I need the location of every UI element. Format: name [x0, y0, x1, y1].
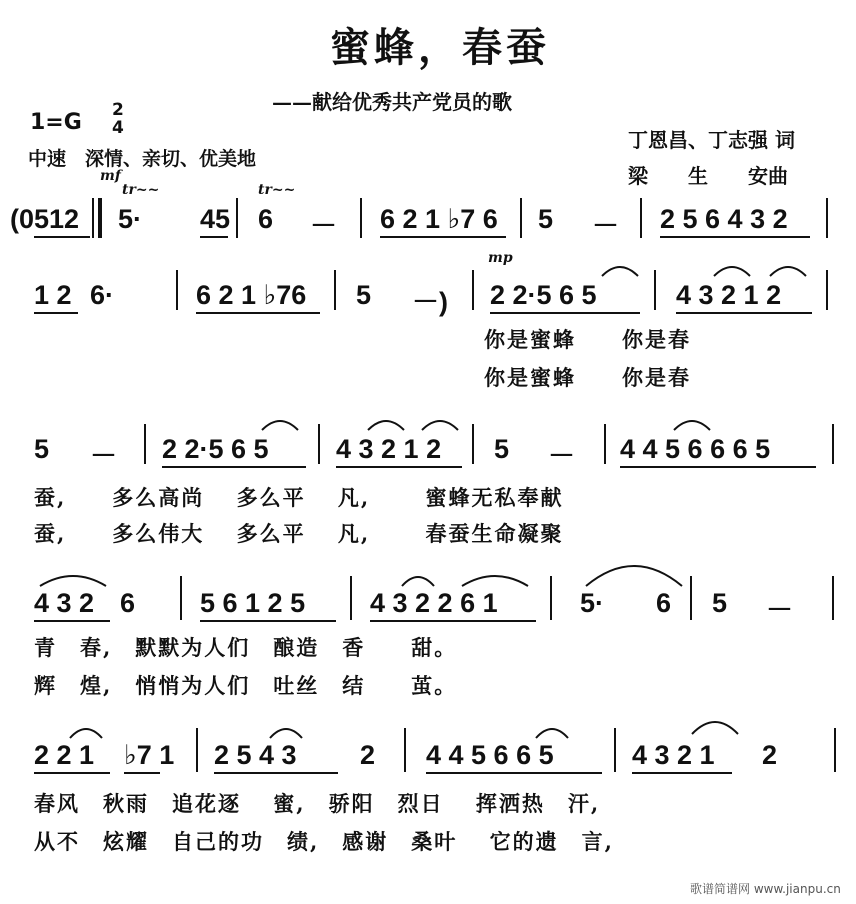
barline — [690, 576, 692, 620]
note-group: 5 — [712, 588, 728, 618]
tie-arc — [600, 258, 640, 278]
note-group: 4 3 2 1 — [632, 740, 715, 770]
lyric-line-verse2: 辉 煌, 悄悄为人们 吐丝 结 茧。 — [34, 673, 458, 698]
barline — [236, 198, 238, 238]
barline — [826, 198, 828, 238]
note-group: 2 2·5 6 5 — [162, 434, 269, 464]
note-group: ♭7 1 — [124, 740, 175, 770]
rest-dash: － — [548, 441, 575, 471]
time-signature-bottom: 4 — [112, 118, 124, 138]
note-group: 2 — [762, 740, 778, 770]
lyric-line-verse1: 蚕, 多么高尚 多么平 凡, 蜜蜂无私奉献 — [34, 485, 564, 510]
dynamic-mp: mp — [488, 250, 513, 266]
beam — [34, 236, 90, 238]
tie-arc — [260, 412, 300, 432]
note-group: 5· — [580, 588, 605, 618]
note-group: 6 — [120, 588, 136, 618]
note-group: 1 2 — [34, 280, 72, 310]
song-subtitle: ——献给优秀共产党员的歌 — [272, 90, 512, 114]
barline — [832, 576, 834, 620]
slur-arc — [460, 568, 530, 588]
note-group: 6· — [90, 280, 115, 310]
song-title: 蜜蜂，春蚕 — [330, 24, 550, 71]
tie-arc — [400, 568, 436, 588]
beam — [632, 772, 732, 774]
tie-arc — [672, 412, 712, 432]
note-group: 2 5 4 3 — [214, 740, 297, 770]
trill-mark: tr~~ — [122, 182, 160, 198]
note-group: 5 — [494, 434, 510, 464]
note-group: 4 4 5 6 6 5 — [426, 740, 554, 770]
note-group: 5· — [118, 204, 143, 234]
tie-arc — [768, 258, 808, 278]
note-group: 6 2 1 ♭7 6 — [380, 204, 498, 234]
beam — [336, 466, 462, 468]
barline — [604, 424, 606, 464]
barline — [318, 424, 320, 464]
note-group: 6 — [258, 204, 274, 234]
note-group: 4 3 2 — [34, 588, 95, 618]
rest-dash: － — [766, 595, 793, 625]
site-watermark: 歌谱简谱网 www.jianpu.cn — [690, 882, 841, 896]
lyricist-credit: 丁恩昌、丁志强 词 — [628, 128, 795, 152]
barline — [350, 576, 352, 620]
lyric-line-verse1: 青 春, 默默为人们 酿造 香 甜。 — [34, 635, 458, 660]
barline — [640, 198, 642, 238]
tie-arc — [268, 720, 304, 740]
slur-arc — [584, 552, 684, 588]
trill-mark: tr~~ — [258, 182, 296, 198]
barline — [832, 424, 834, 464]
tie-arc — [68, 720, 104, 740]
rest-dash: － — [592, 211, 619, 241]
lyric-line-verse1: 春风 秋雨 追花逐 蜜, 骄阳 烈日 挥洒热 汗, — [34, 791, 601, 816]
tie-arc — [420, 412, 460, 432]
beam — [124, 772, 160, 774]
lyric-line-verse2: 从不 炫耀 自己的功 绩, 感谢 桑叶 它的遗 言, — [34, 829, 614, 854]
repeat-barline — [98, 198, 102, 238]
barline — [654, 270, 656, 310]
barline — [472, 270, 474, 310]
beam — [214, 772, 338, 774]
time-signature-top: 2 — [112, 100, 124, 120]
barline — [92, 198, 94, 238]
beam — [34, 620, 110, 622]
barline — [404, 728, 406, 772]
barline — [826, 270, 828, 310]
note-group: 5 — [34, 434, 50, 464]
composer-credit: 梁 生 安曲 — [628, 164, 788, 188]
beam — [34, 312, 78, 314]
beam — [676, 312, 812, 314]
note-group: 4 3 2 1 2 — [676, 280, 782, 310]
barline — [180, 576, 182, 620]
dynamic-mf: mf — [100, 168, 121, 184]
beam — [426, 772, 602, 774]
barline — [360, 198, 362, 238]
tempo-marking: 中速 深情、亲切、优美地 — [28, 148, 257, 170]
note-group: 2 — [360, 740, 376, 770]
tie-arc — [712, 258, 752, 278]
slur-arc — [38, 568, 108, 588]
beam — [162, 466, 306, 468]
tie-arc — [366, 412, 406, 432]
beam — [200, 236, 228, 238]
beam — [200, 620, 336, 622]
beam — [380, 236, 506, 238]
barline — [834, 728, 836, 772]
barline — [550, 576, 552, 620]
beam — [34, 772, 110, 774]
note-group: 2 2·5 6 5 — [490, 280, 597, 310]
rest-dash: －) — [412, 287, 448, 317]
barline — [334, 270, 336, 310]
barline — [144, 424, 146, 464]
note-group: 4 3 2 1 2 — [336, 434, 442, 464]
beam — [370, 620, 536, 622]
lyric-line-verse1: 你是蜜蜂 你是春 — [484, 327, 691, 352]
lyric-line-verse2: 蚕, 多么伟大 多么平 凡, 春蚕生命凝聚 — [34, 521, 564, 546]
rest-dash: － — [310, 211, 337, 241]
note-group: 45 — [200, 204, 231, 234]
note-group: 5 6 1 2 5 — [200, 588, 306, 618]
beam — [620, 466, 816, 468]
lyric-line-verse2: 你是蜜蜂 你是春 — [484, 365, 691, 390]
key-signature: 1=G — [30, 110, 82, 135]
rest-dash: － — [90, 441, 117, 471]
barline — [614, 728, 616, 772]
note-group: 5 — [538, 204, 554, 234]
barline — [176, 270, 178, 310]
note-group: 4 3 2 2 6 1 — [370, 588, 498, 618]
barline — [196, 728, 198, 772]
beam — [660, 236, 810, 238]
slur-arc — [690, 712, 740, 736]
note-group: 2 5 6 4 3 2 — [660, 204, 788, 234]
note-group: 4 4 5 6 6 6 5 — [620, 434, 771, 464]
intro-notes: (0512 — [10, 204, 80, 234]
barline — [520, 198, 522, 238]
note-group: 2 2 1 — [34, 740, 95, 770]
note-group: 6 2 1 ♭76 — [196, 280, 307, 310]
beam — [490, 312, 640, 314]
barline — [472, 424, 474, 464]
note-group: 5 — [356, 280, 372, 310]
beam — [196, 312, 320, 314]
note-group: 6 — [656, 588, 672, 618]
tie-arc — [534, 720, 570, 740]
